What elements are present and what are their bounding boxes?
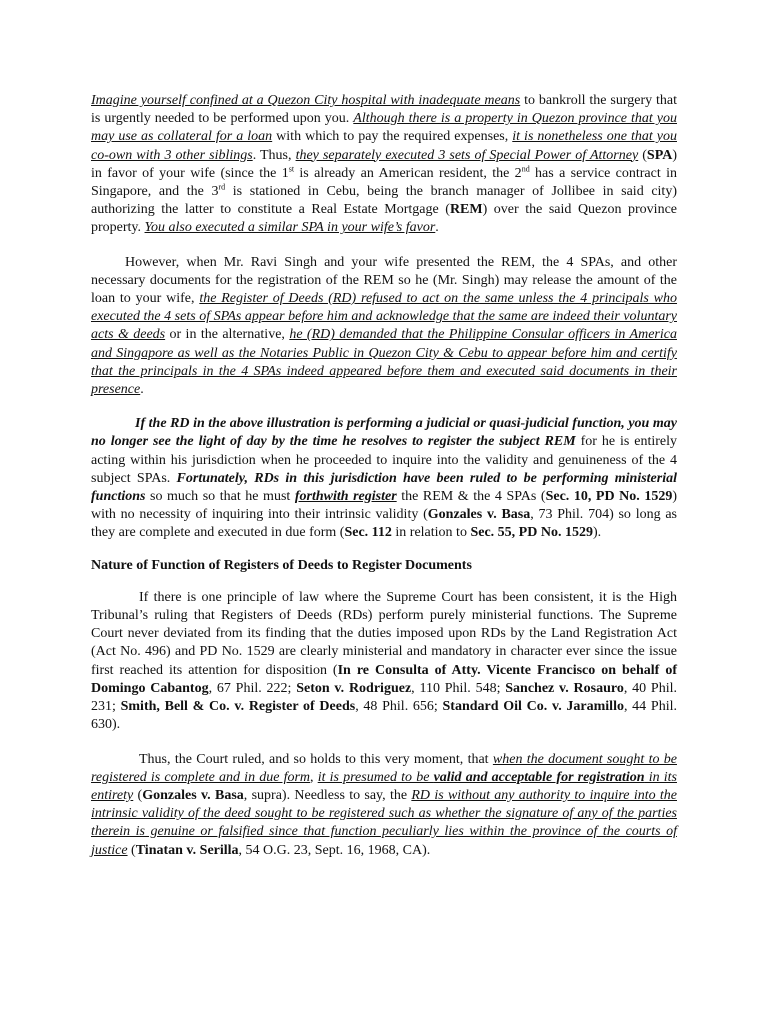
emphasis-text: Imagine yourself confined at a Quezon City hospital with inadequate means [91,93,521,108]
section-heading: Nature of Function of Registers of Deeds to Register Documents [91,557,472,573]
body-text: the REM & the 4 SPAs ( [396,489,546,505]
emphasis-text: they separately executed 3 sets of Special Power of Attorney [295,147,639,163]
bold-italic-text: If the RD in the above illustration is performing a judicial or quasi-judicial function, you may no longer see the light of day by the time he resolves to register the subject REM [91,416,677,450]
emphasis-text: RD is without any authority to inquire into the intrinsic validity of the deed sought to be registered such as whether the signature of any of the parties therein is genuine or falsified since that function peculiarly lies within the province of the courts of justice [91,787,677,858]
body-text: ( [127,842,136,858]
body-text: for he is entirely acting within his jurisdiction when he proceeded to inquire into the validity and genuineness of the 4 subject SPAs. [91,434,677,486]
bold-text: REM [449,202,483,218]
body-text: . [435,220,439,236]
body-text: with which to pay the required expenses, [272,129,513,145]
body-text: ( [133,787,143,803]
body-text: ). [592,525,602,541]
citation-text: Standard Oil Co. v. Jaramillo [442,699,624,715]
body-text: in relation to [391,525,471,541]
body-text: to bankroll the surgery that is urgently needed to be performed upon you. [91,93,678,127]
emphasis-text: You also executed a similar SPA in your wife’s favor [144,220,436,236]
emphasis-text: in its entirety [91,769,677,803]
citation-text: In re Consulta of Atty. Vicente Francisco on behalf of Domingo Cabantog [91,662,677,696]
body-text: , 40 Phil. 231; [91,680,677,715]
emphasis-text: Although there is a property in Quezon province that you may use as collateral for a loan [91,111,677,145]
body-text: If there is one principle of law where the Supreme Court has been consistent, it is the High Tribunal’s ruling that Registers of Deeds (RDs) perform purely ministerial functions. The Supreme Court never deviated from its finding that the duties imposed upon RDs by the Land Registration Act (Act No. 496) and PD No. 1529 are clearly ministerial and mandatory in character ever since the issue first reached its attention for disposition ( [91,589,677,678]
body-text: , [310,769,318,785]
bold-italic-underline-text: valid and acceptable for registration [433,769,645,785]
body-text: so much so that he must [145,489,295,505]
citation-text: Sec. 55, PD No. 1529 [470,525,593,541]
bold-italic-text: Fortunately, RDs in this jurisdiction have been ruled to be performing ministerial functions [91,470,677,505]
emphasis-text: it is presumed to be [317,769,434,785]
body-text: However, when Mr. Ravi Singh and your wife presented the REM, the 4 SPAs, and other necessary documents for the registration of the REM so he (Mr. Singh) may release the amount of the loan to your wife, [91,254,677,307]
superscript: rd [218,182,226,192]
citation-text: Sec. 112 [344,525,392,541]
paragraph-illustration [91,92,677,238]
body-text: , 73 Phil. 704) so long as they are complete and executed in due form ( [91,507,677,541]
paragraph-ministerial [91,415,677,542]
body-text: , 44 Phil. 630). [91,699,677,733]
citation-text: Sanchez v. Rosauro [505,680,624,696]
emphasis-text: it is nonetheless one that you co-own with 3 other siblings [91,129,677,163]
body-text: Thus, the Court ruled, and so holds to this very moment, that [139,751,493,767]
body-text: , supra). Needless to say, the [243,787,412,803]
body-text: is already an American resident, the 2 [294,165,522,181]
emphasis-text: he (RD) demanded that the Philippine Consular officers in America and Singapore as well as the Notaries Public in Quezon City & Cebu to appear before him and certify that the principals in the 4 SPAs indeed appeared before them and executed said documents in their presence [91,327,677,398]
body-text: has a service contract in Singapore, and the 3 [91,165,677,200]
body-text: ) over the said Quezon province property. [91,202,677,236]
paragraph-rd-refusal [91,254,677,400]
citation-text: Tinatan v. Serilla [135,842,239,858]
body-text: ) in favor of your wife (since the 1 [91,147,678,181]
body-text: , 110 Phil. 548; [411,680,506,696]
body-text: ) with no necessity of inquiring into their intrinsic validity ( [91,489,677,523]
body-text: . [140,382,144,398]
body-text: ( [638,147,647,163]
body-text: , 48 Phil. 656; [355,699,443,715]
superscript: st [288,164,295,174]
body-text: is stationed in Cebu, being the branch manager of Jollibee in said city) authorizing the latter to constitute a Real Estate Mortgage ( [91,184,677,218]
citation-text: Smith, Bell & Co. v. Register of Deeds [120,699,356,715]
citation-text: Sec. 10, PD No. 1529 [545,489,673,505]
body-text: , 54 O.G. 23, Sept. 16, 1968, CA). [238,842,431,858]
bold-text: SPA [646,147,673,163]
emphasis-text: when the document sought to be registered is complete and in due form [91,751,677,785]
body-text: , 67 Phil. 222; [208,680,297,696]
citation-text: Seton v. Rodriguez [296,680,412,696]
body-text: or in the alternative, [165,327,290,343]
citation-text: Gonzales v. Basa [142,787,244,803]
citation-text: Gonzales v. Basa [427,507,531,523]
emphasis-text: the Register of Deeds (RD) refused to act on the same unless the 4 principals who executed the 4 sets of SPAs appear before him and acknowledge that the same are indeed their voluntary acts & deeds [91,291,678,343]
body-text: . Thus, [252,147,296,163]
document-page [91,92,677,860]
superscript: nd [521,164,530,174]
bold-italic-underline-text: forthwith register [294,489,397,505]
paragraph-principle [91,589,677,735]
paragraph-court-ruling [91,751,677,860]
